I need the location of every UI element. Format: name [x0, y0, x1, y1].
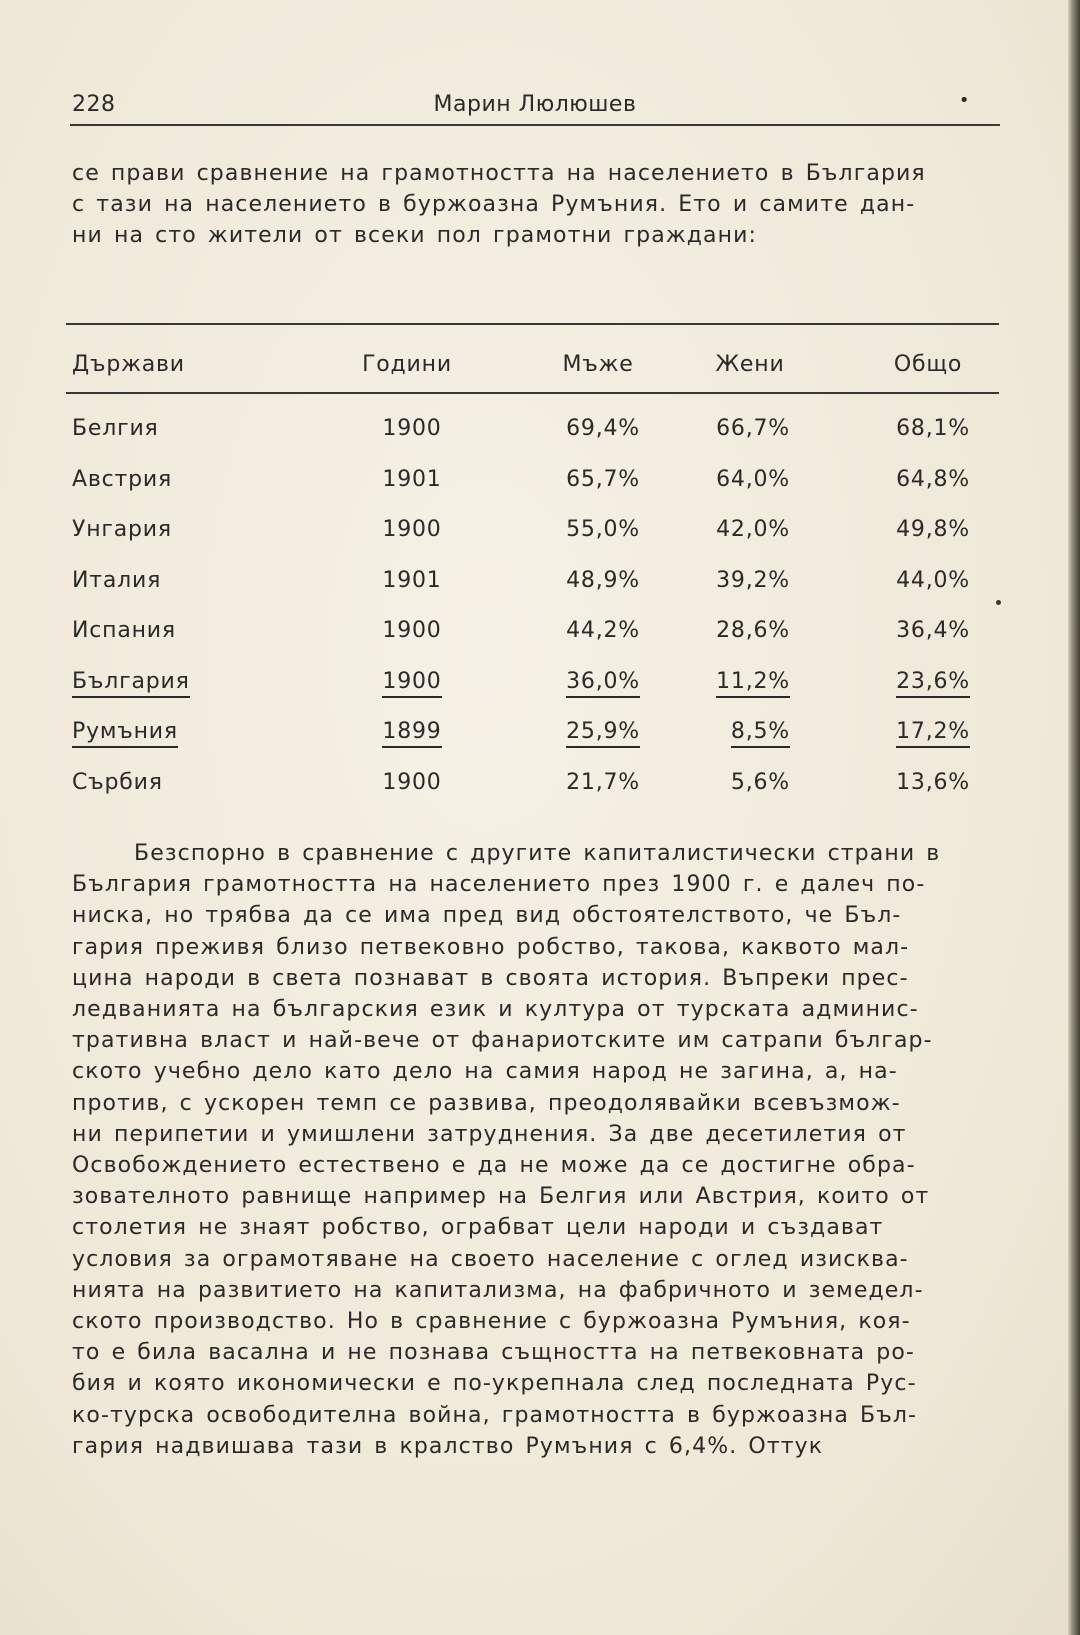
body-paragraph — [72, 838, 1007, 1462]
table-cell-text: Италия — [72, 567, 162, 593]
text-line: столетия не знаят робство, ограбват цели народи и създават — [72, 1215, 884, 1241]
table-cell-text: 65,7% — [566, 466, 640, 492]
table-cell-text: 36,0% — [566, 669, 640, 698]
table-cell-text: 1900 — [382, 416, 442, 441]
cell-year — [352, 568, 472, 593]
col-header-men: Мъже — [562, 352, 634, 377]
col-header-women: Жени — [715, 352, 785, 377]
text-line: с тази на населението в буржоазна Румъния. Ето и самите дан- — [72, 192, 916, 217]
table-cell-text: 1900 — [382, 618, 442, 643]
cell-men — [540, 568, 640, 593]
text-line: ни перипетии и умишлени затруднения. За две десетилетия от — [72, 1121, 907, 1147]
cell-country — [72, 416, 159, 441]
table-cell-text: 25,9% — [566, 719, 640, 748]
table-cell-text: Румъния — [72, 719, 178, 748]
running-header — [70, 90, 1000, 126]
cell-total — [870, 618, 970, 643]
page-number: 228 — [72, 92, 116, 117]
table-cell-text: 44,2% — [566, 618, 640, 643]
table-cell-text: 1901 — [382, 466, 442, 492]
book-spine-shadow — [1068, 0, 1080, 1635]
table-cell-text: 64,0% — [716, 466, 790, 492]
cell-year — [352, 517, 472, 542]
table-cell-text: България — [72, 669, 190, 698]
text-line: то е била васална и не познава същността на петвековната ро- — [72, 1340, 915, 1366]
table-cell-text: Сърбия — [72, 769, 163, 795]
text-line: ското учебно дело като дело на самия народ не загина, а, на- — [72, 1059, 898, 1085]
cell-year — [352, 719, 472, 744]
text-line: нията на развитието на капитализма, на фабричното и земедел- — [72, 1277, 924, 1303]
table-cell-text: 42,0% — [716, 517, 790, 542]
text-line: се прави сравнение на грамотността на населението в България — [72, 161, 926, 186]
table-cell-text: Унгария — [72, 517, 172, 542]
table-cell-text: 1900 — [382, 517, 442, 542]
cell-women — [690, 416, 790, 441]
table-cell-text: 1900 — [382, 769, 442, 795]
table-cell-text: 48,9% — [566, 567, 640, 593]
cell-men — [540, 669, 640, 694]
table-cell-text: 23,6% — [896, 669, 970, 698]
text-line: гария надвишава тази в кралство Румъния с 6,4%. Оттук — [72, 1433, 824, 1459]
table-cell-text: 1901 — [382, 567, 442, 593]
cell-total — [870, 719, 970, 744]
text-line: условия за ограмотяване на своето население с оглед изисква- — [72, 1246, 909, 1272]
cell-men — [540, 467, 640, 492]
cell-country — [72, 719, 178, 744]
cell-women — [690, 568, 790, 593]
text-line: гария преживя близо петвековно робство, такова, каквото мал- — [72, 934, 910, 960]
intro-paragraph — [72, 158, 1007, 251]
table-top-rule — [66, 323, 999, 325]
table-cell-text: Белгия — [72, 416, 159, 441]
table-cell-text: 28,6% — [716, 618, 790, 643]
text-line: ското производство. Но в сравнение с буржоазна Румъния, коя- — [72, 1309, 911, 1335]
cell-total — [870, 416, 970, 441]
table-cell-text: 64,8% — [896, 466, 970, 492]
text-line: ниска, но трябва да се има пред вид обстоятелството, че Бъл- — [72, 903, 902, 929]
cell-men — [540, 618, 640, 643]
margin-dot — [996, 600, 1001, 605]
table-header-rule — [66, 392, 999, 394]
table-cell-text: 69,4% — [566, 416, 640, 441]
cell-year — [352, 416, 472, 441]
cell-women — [690, 719, 790, 744]
cell-country — [72, 568, 161, 593]
cell-country — [72, 517, 172, 542]
text-line: ледванията на българския език и култура от турската админис- — [72, 997, 919, 1023]
table-cell-text: 1900 — [382, 669, 441, 698]
text-line: България грамотността на населението през 1900 г. е далеч по- — [72, 872, 926, 898]
cell-country — [72, 618, 176, 643]
table-cell-text: 8,5% — [731, 719, 790, 748]
table-cell-text: 17,2% — [896, 719, 970, 748]
table-cell-text: 11,2% — [716, 669, 790, 698]
text-line: тративна власт и най-вече от фанариотските им сатрапи българ- — [72, 1028, 933, 1054]
cell-men — [540, 719, 640, 744]
table-cell-text: Австрия — [72, 466, 173, 492]
cell-country — [72, 770, 163, 795]
cell-women — [690, 770, 790, 795]
cell-total — [870, 770, 970, 795]
cell-women — [690, 618, 790, 643]
cell-women — [690, 467, 790, 492]
table-cell-text: 5,6% — [730, 769, 790, 795]
cell-country — [72, 669, 190, 694]
cell-women — [690, 669, 790, 694]
cell-men — [540, 416, 640, 441]
table-cell-text: 13,6% — [896, 769, 970, 795]
header-mark: • — [958, 90, 970, 111]
text-line: ко-турска освободителна война, грамотността в буржоазна Бъл- — [72, 1402, 918, 1428]
cell-women — [690, 517, 790, 542]
cell-total — [870, 568, 970, 593]
table-cell-text: 66,7% — [716, 416, 790, 441]
cell-total — [870, 669, 970, 694]
text-line: бия и която икономически е по-укрепнала след последната Рус- — [72, 1371, 917, 1397]
cell-total — [870, 517, 970, 542]
text-line: Освобождението естествено е да не може да се достигне обра- — [72, 1153, 916, 1179]
cell-year — [352, 770, 472, 795]
cell-men — [540, 770, 640, 795]
table-cell-text: Испания — [72, 618, 176, 643]
table-cell-text: 44,0% — [896, 567, 970, 593]
cell-men — [540, 517, 640, 542]
cell-year — [352, 669, 472, 694]
table-cell-text: 36,4% — [896, 618, 970, 643]
table-cell-text: 68,1% — [896, 416, 970, 441]
text-line: зователното равнище например на Белгия или Австрия, които от — [72, 1184, 930, 1210]
col-header-country: Държави — [72, 352, 185, 377]
cell-total — [870, 467, 970, 492]
col-header-year: Години — [362, 352, 452, 377]
text-line: ни на сто жители от всеки пол грамотни граждани: — [72, 223, 758, 248]
table-cell-text: 39,2% — [716, 567, 790, 593]
text-line: против, с ускорен темп се развива, преодолявайки всевъзмож- — [72, 1090, 901, 1116]
text-line: Безспорно в сравнение с другите капиталистически страни в — [134, 841, 941, 866]
cell-year — [352, 467, 472, 492]
text-line: цина народи в света познават в своята история. Въпреки прес- — [72, 965, 909, 991]
table-cell-text: 1899 — [382, 719, 441, 748]
table-cell-text: 55,0% — [566, 517, 640, 542]
running-head-author: Марин Люлюшев — [433, 92, 637, 117]
cell-year — [352, 618, 472, 643]
table-cell-text: 21,7% — [566, 769, 640, 795]
col-header-total: Общо — [893, 352, 963, 377]
table-cell-text: 49,8% — [896, 517, 970, 542]
cell-country — [72, 467, 172, 492]
